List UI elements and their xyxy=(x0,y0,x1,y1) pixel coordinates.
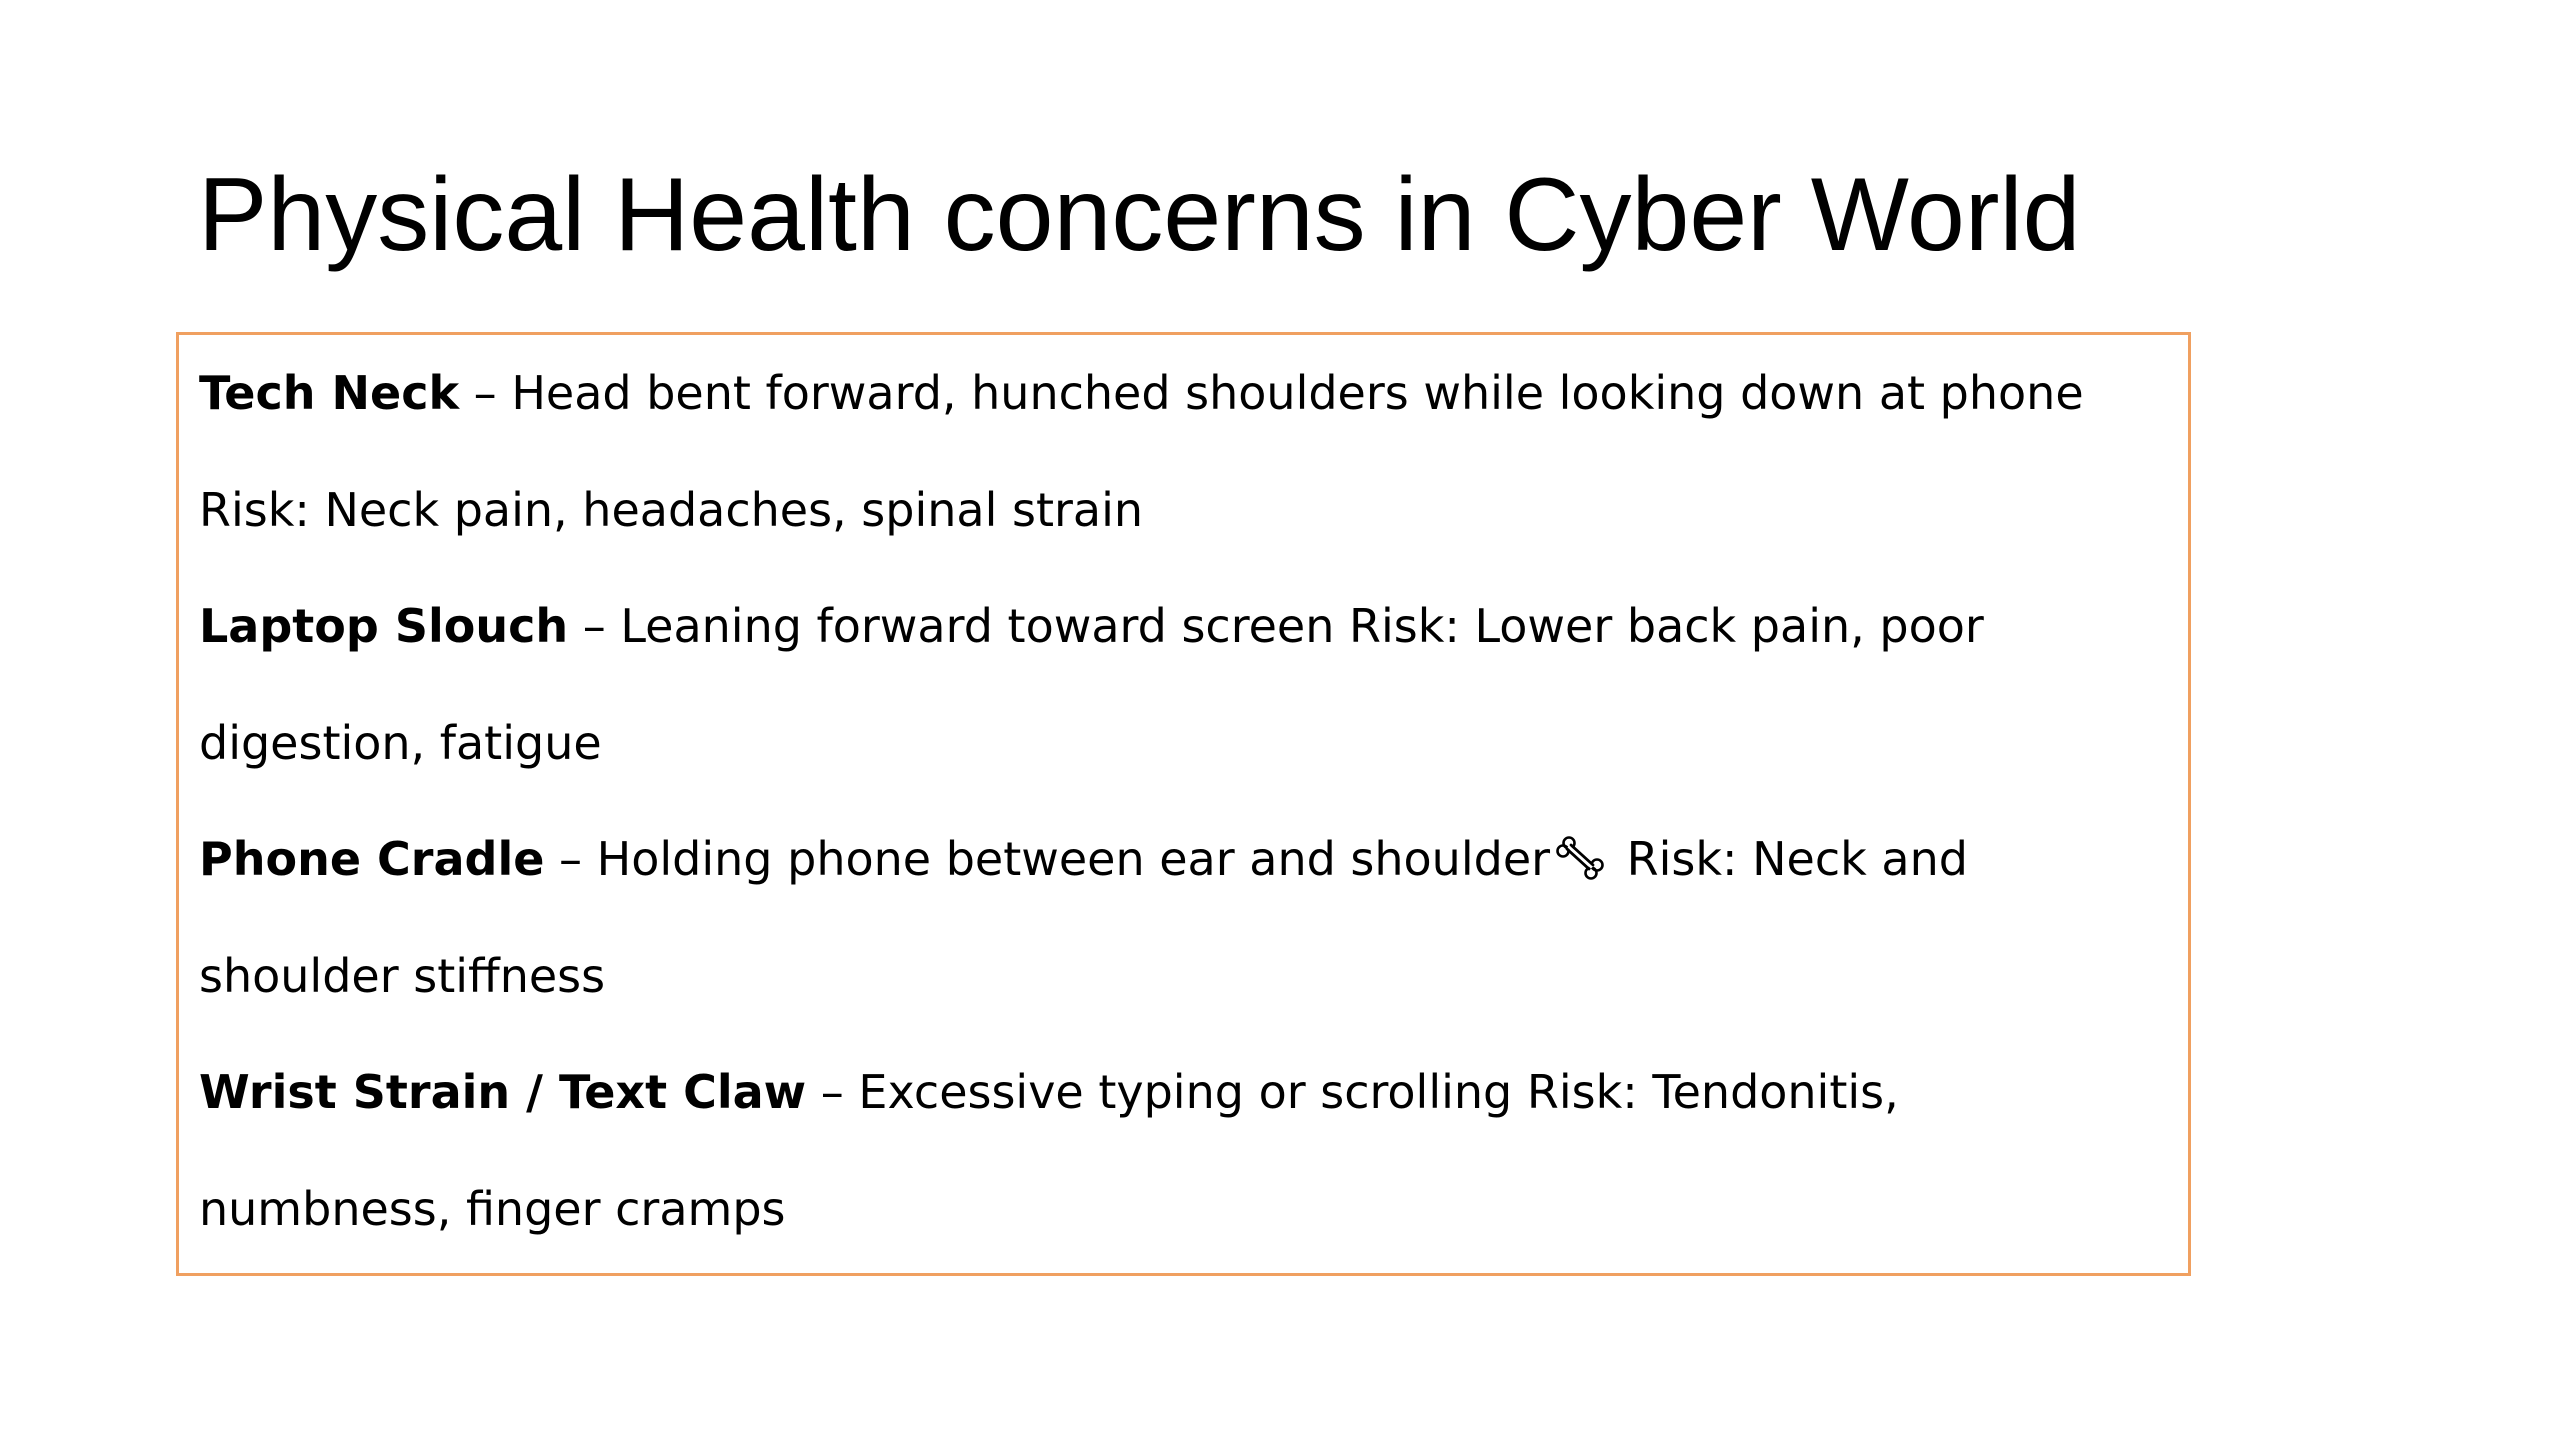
item-wrist-strain-line-1 xyxy=(199,1034,2188,1151)
item-tech-neck-line-1 xyxy=(199,335,2188,452)
separator: – xyxy=(544,832,597,886)
item-tech-neck-line-2: Risk: Neck pain, headaches, spinal strain xyxy=(199,482,1144,537)
separator: – xyxy=(568,599,621,653)
term-tech-neck: Tech Neck xyxy=(199,366,460,420)
description-continued: Risk: Neck and xyxy=(1612,832,1968,886)
description: Excessive typing or scrolling Risk: Tendonitis, xyxy=(858,1065,1899,1119)
term-phone-cradle: Phone Cradle xyxy=(199,832,545,886)
separator: – xyxy=(459,366,512,420)
item-phone-cradle-line-1 xyxy=(199,801,2188,918)
item-wrist-strain-line-2: numbness, finger cramps xyxy=(199,1181,786,1236)
term-laptop-slouch: Laptop Slouch xyxy=(199,599,569,653)
separator: – xyxy=(806,1065,859,1119)
item-laptop-slouch-line-1 xyxy=(199,568,2188,685)
content-box xyxy=(176,332,2191,1276)
term-wrist-strain: Wrist Strain / Text Claw xyxy=(199,1065,807,1119)
description: Holding phone between ear and shoulder xyxy=(596,832,1551,886)
item-laptop-slouch-line-2: digestion, fatigue xyxy=(199,715,602,770)
item-phone-cradle-line-2: shoulder stiffness xyxy=(199,948,606,1003)
description: Leaning forward toward screen Risk: Lower back pain, poor xyxy=(620,599,1984,653)
bone-icon xyxy=(1552,809,1608,859)
slide-title: Physical Health concerns in Cyber World xyxy=(198,157,2081,273)
description: Head bent forward, hunched shoulders while looking down at phone xyxy=(511,366,2084,420)
